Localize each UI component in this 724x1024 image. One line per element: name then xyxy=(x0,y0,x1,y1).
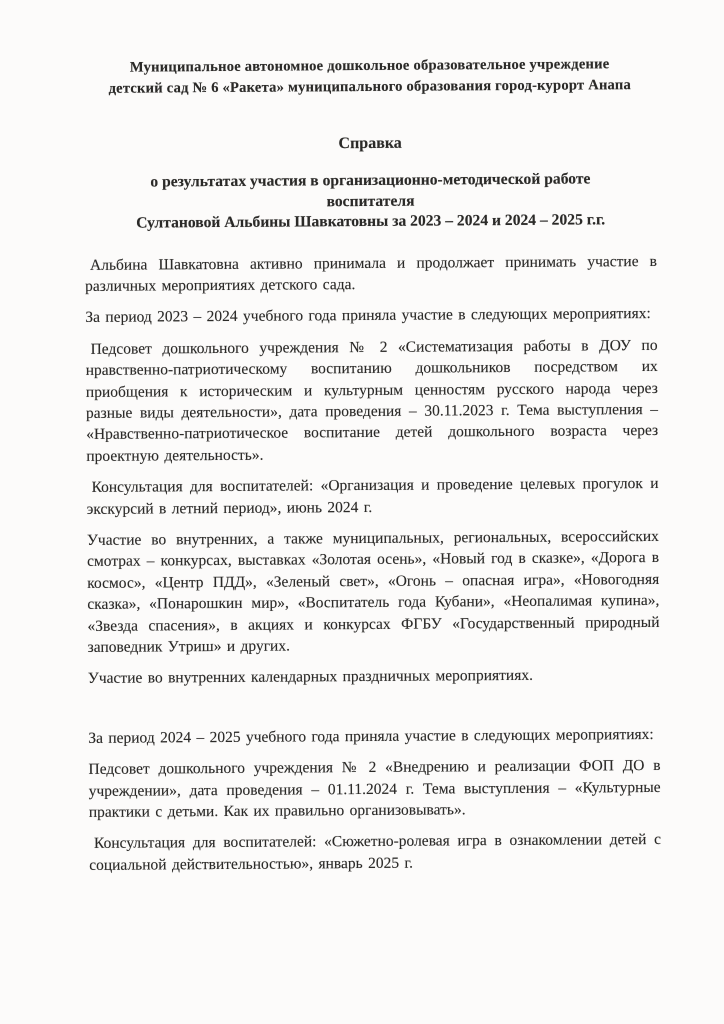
paragraph-consultation-2025: Консультация для воспитателей: «Сюжетно-ролевая игра в ознакомлении детей с социальной действительностью», январь 2025 г. xyxy=(89,831,662,874)
paragraph-period-2024-2025: За период 2024 – 2025 учебного года приняла участие в следующих мероприятиях: xyxy=(88,725,654,747)
paragraph-consultation-2024: Консультация для воспитателей: «Организация и проведение целевых прогулок и экскурсий в летний период», июнь 2024 г. xyxy=(86,475,659,518)
doc-subtitle-line2: воспитателя xyxy=(326,192,415,210)
paragraph-calendar-events: Участие во внутренних календарных праздничных мероприятиях. xyxy=(87,667,534,688)
document-body xyxy=(85,250,661,876)
doc-title: Справка xyxy=(338,134,402,153)
paragraph-pedsovet-2023: Педсовет дошкольного учреждения № 2 «Систематизация работы в ДОУ по нравственно-патриотическому воспитанию дошкольников посредством их приобщения к историческим и культурным ценностям русского народа через разные виды деятельности», дата проведения – 30.11.2023 г. Тема выступления – «Нравственно-патриотическое воспитание детей дошкольного возраста через проектную деятельность». xyxy=(85,336,659,465)
paragraph-intro: Альбина Шавкатовна активно принимала и продолжает принимать участие в различных мероприятиях детского сада. xyxy=(85,252,658,295)
paragraph-contests: Участие во внутренних, а также муниципальных, региональных, всероссийских смотрах – конкурсах, выставках «Золотая осень», «Новый год в сказке», «Дорога в космос», «Центр ПДД», «Зеленый свет», «Огонь – опасная игра», «Новогодняя сказка», «Понарошкин мир», «Воспитатель года Кубани», «Неопалимая купина», «Звезда спасения», в акциях и конкурсах ФГБУ «Государственный природный заповедник Утриш» и других. xyxy=(86,527,660,656)
paragraph-pedsovet-2024: Педсовет дошкольного учреждения № 2 «Внедрению и реализации ФОП ДО в учреждении», дата проведения – 01.11.2024 г. Тема выступления – «Культурные практики с детьми. Как их правильно организовывать». xyxy=(88,757,661,821)
org-header-line1: Муниципальное автономное дошкольное образовательное учреждение xyxy=(129,56,610,76)
doc-subtitle-line3: Султановой Альбины Шавкатовны за 2023 – 2024 и 2024 – 2025 г.г. xyxy=(136,211,606,232)
org-header xyxy=(84,54,656,100)
doc-subtitle xyxy=(84,169,656,234)
paragraph-period-2023-2024: За период 2023 – 2024 учебного года приняла участие в следующих мероприятиях: xyxy=(85,305,651,327)
org-header-line2: детский сад № 6 «Ракета» муниципального образования город-курорт Анапа xyxy=(108,77,632,97)
doc-subtitle-line1: о результатах участия в организационно-методической работе xyxy=(150,170,591,191)
